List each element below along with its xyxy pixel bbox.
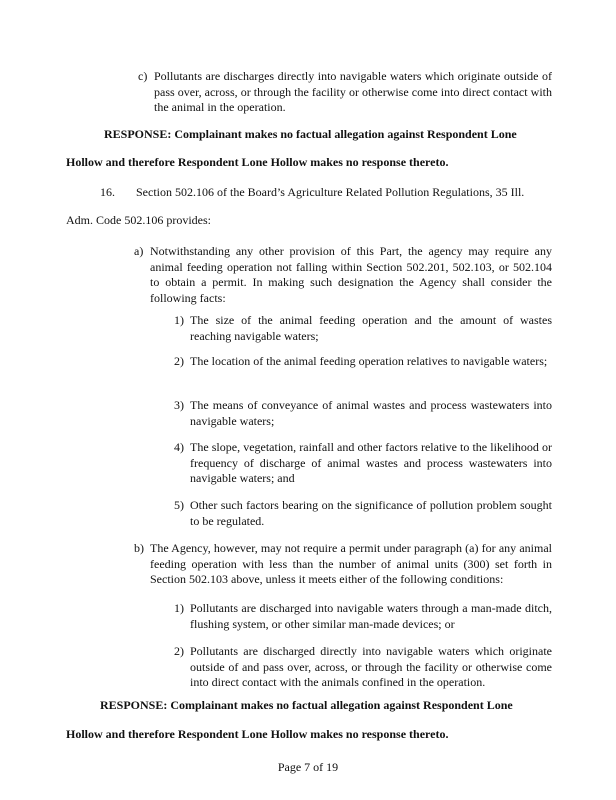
factor-item: 2) The location of the animal feeding operation relatives to navigable waters;: [174, 354, 548, 368]
item-a-text: Notwithstanding any other provision of this Part, the agency may require any animal feeding operation not falling within Section 502.201, 502.103, or 502.104 to obtain a permit. In making such designation the Agency shall consider the following facts:: [150, 244, 552, 305]
factor-item: 4) The slope, vegetation, rainfall and other factors relative to the likelihood or frequency of discharge of animal wastes and process wastewaters into navigable waters; and: [174, 440, 552, 485]
response-2-line-1: RESPONSE: Complainant makes no factual allegation against Respondent Lone: [100, 698, 513, 712]
condition-item: 2) Pollutants are discharged directly into navigable waters which originate outside of and pass over, across, or through the facility or otherwise come into direct contact with the animals confined in the operation.: [174, 644, 552, 689]
item-a-label: a): [134, 244, 144, 258]
item-c-label: c): [138, 69, 148, 83]
para-16-number: 16.: [100, 185, 115, 199]
item-b: [134, 541, 552, 588]
response-1-line-1: RESPONSE: Complainant makes no factual allegation against Respondent Lone: [104, 127, 517, 141]
item-c: [138, 69, 552, 116]
para-16-line-2: Adm. Code 502.106 provides:: [66, 213, 211, 227]
para-16-line-1: [66, 185, 552, 201]
para-16-text-1: Section 502.106 of the Board’s Agriculture Related Pollution Regulations, 35 Ill.: [136, 185, 525, 199]
factor-item: 5) Other such factors bearing on the significance of pollution problem sought to be regulated.: [174, 498, 552, 528]
item-b-text: The Agency, however, may not require a permit under paragraph (a) for any animal feeding operation with less than the number of animal units (300) set forth in Section 502.103 above, unless it meets either of the following conditions:: [150, 541, 552, 586]
response-1-line-2: Hollow and therefore Respondent Lone Hollow makes no response thereto.: [66, 155, 449, 169]
condition-item: 1) Pollutants are discharged into navigable waters through a man-made ditch, flushing system, or other similar man-made devices; or: [174, 601, 552, 631]
factor-item: 1) The size of the animal feeding operation and the amount of wastes reaching navigable waters;: [174, 313, 552, 343]
factor-item: 3) The means of conveyance of animal wastes and process wastewaters into navigable waters;: [174, 398, 552, 428]
item-c-text: Pollutants are discharges directly into navigable waters which originate outside of pass over, across, or through the facility or otherwise come into direct contact with the animal in the operation.: [154, 69, 552, 114]
item-a: [134, 244, 552, 306]
response-2-line-2: Hollow and therefore Respondent Lone Hollow makes no response thereto.: [66, 727, 449, 741]
page-number: Page 7 of 19: [277, 760, 339, 774]
item-b-label: b): [134, 541, 144, 555]
